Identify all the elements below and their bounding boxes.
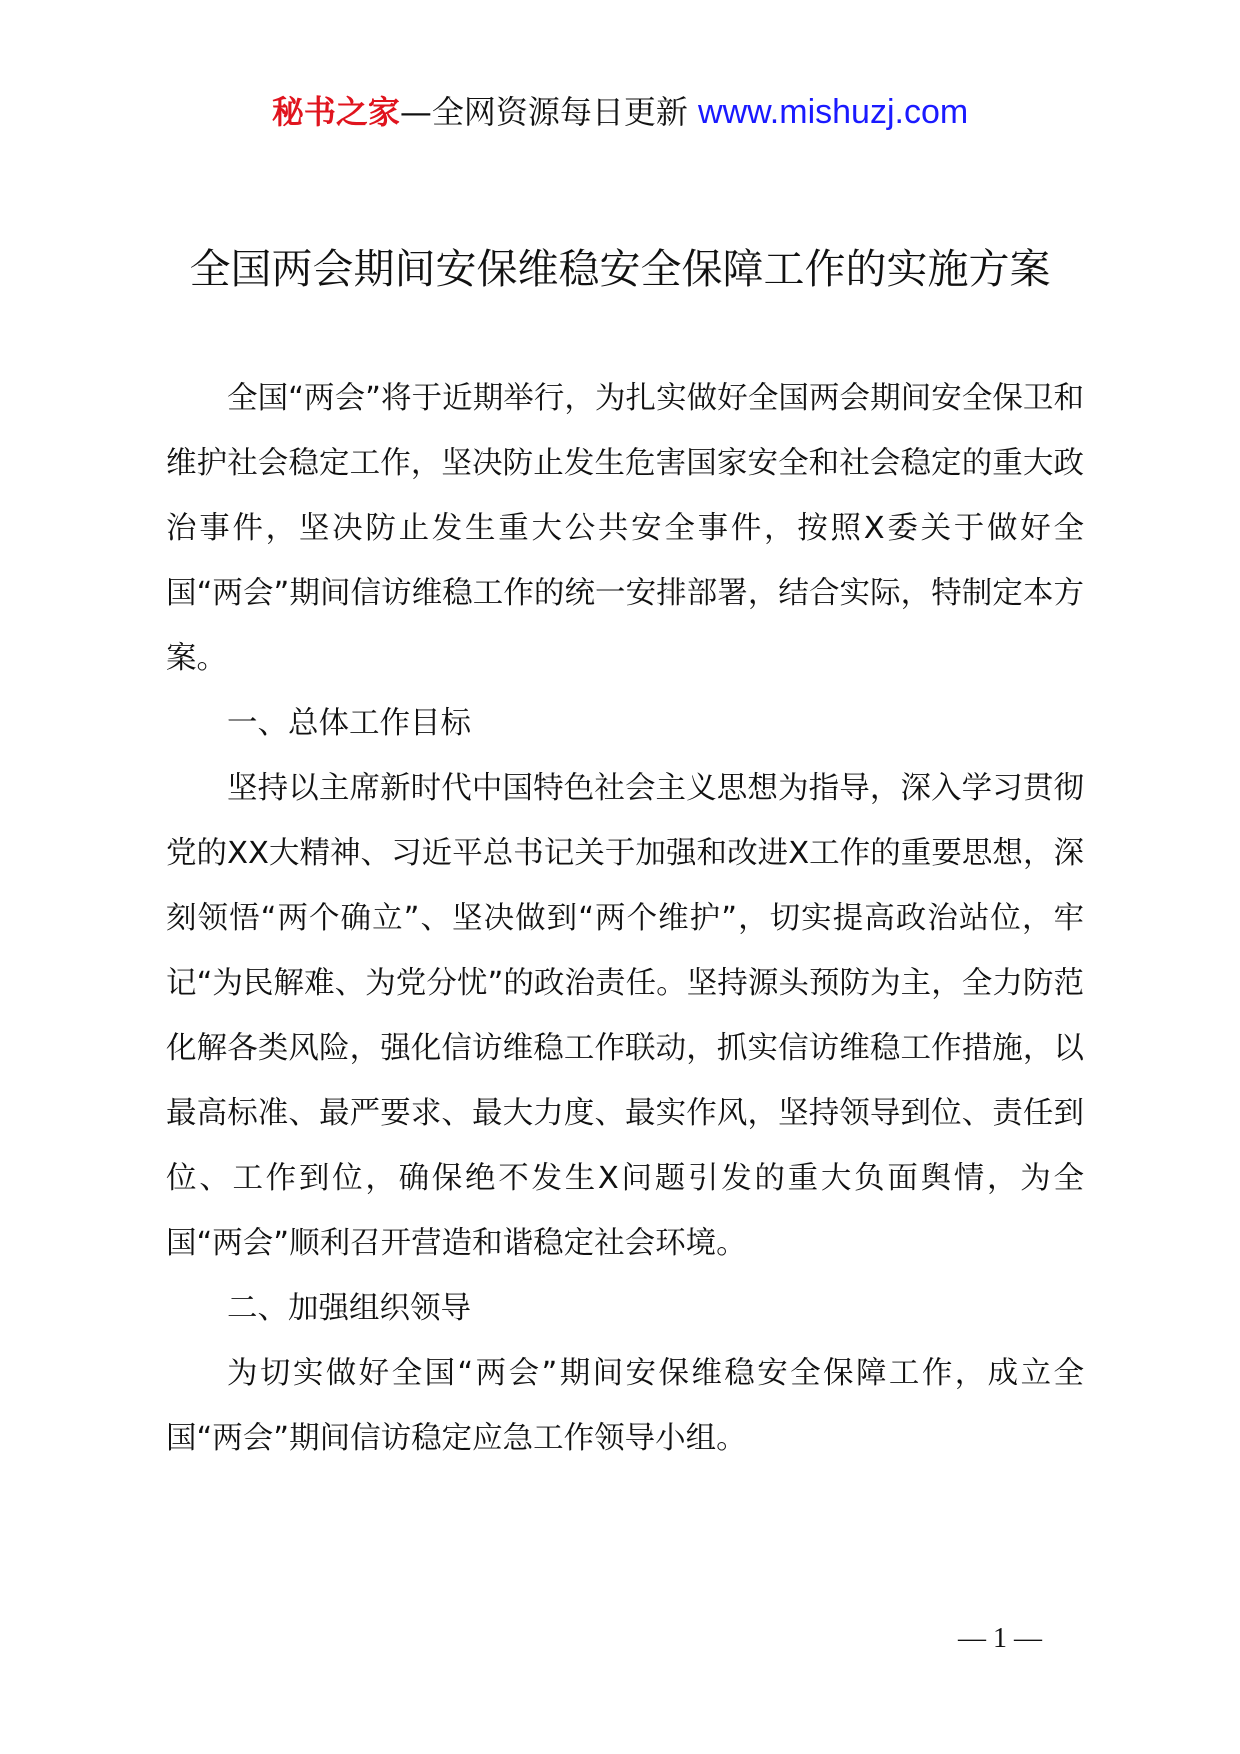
site-name: 秘书之家 [271,93,400,131]
site-url-link[interactable]: www.mishuzj.com [698,93,969,131]
watermark-header [0,92,1240,132]
site-tagline: —全网资源每日更新 [399,93,688,131]
section-heading-1: 一、总体工作目标 [227,706,471,741]
section-heading-2: 二、加强组织领导 [227,1291,471,1326]
section-paragraph-2: 为切实做好全国“两会”期间安保维稳安全保障工作，成立全国“两会”期间信访稳定应急工作领导小组。 [166,1356,1084,1456]
intro-paragraph: 全国“两会”将于近期举行，为扎实做好全国两会期间安全保卫和维护社会稳定工作，坚决防止发生危害国家安全和社会稳定的重大政治事件，坚决防止发生重大公共安全事件，按照X委关于做好全国“两会”期间信访维稳工作的统一安排部署，结合实际，特制定本方案。 [166,381,1084,676]
page-number: — 1 — [958,1623,1042,1654]
document-body [166,366,1084,1471]
section-paragraph-1: 坚持以主席新时代中国特色社会主义思想为指导，深入学习贯彻党的XX大精神、习近平总书记关于加强和改进X工作的重要思想，深刻领悟“两个确立”、坚决做到“两个维护”，切实提高政治站位，牢记“为民解难、为党分忧”的政治责任。坚持源头预防为主，全力防范化解各类风险，强化信访维稳工作联动，抓实信访维稳工作措施，以最高标准、最严要求、最大力度、最实作风，坚持领导到位、责任到位、工作到位，确保绝不发生X问题引发的重大负面舆情，为全国“两会”顺利召开营造和谐稳定社会环境。 [166,771,1084,1261]
document-title: 全国两会期间安保维稳安全保障工作的实施方案 [189,245,1051,293]
